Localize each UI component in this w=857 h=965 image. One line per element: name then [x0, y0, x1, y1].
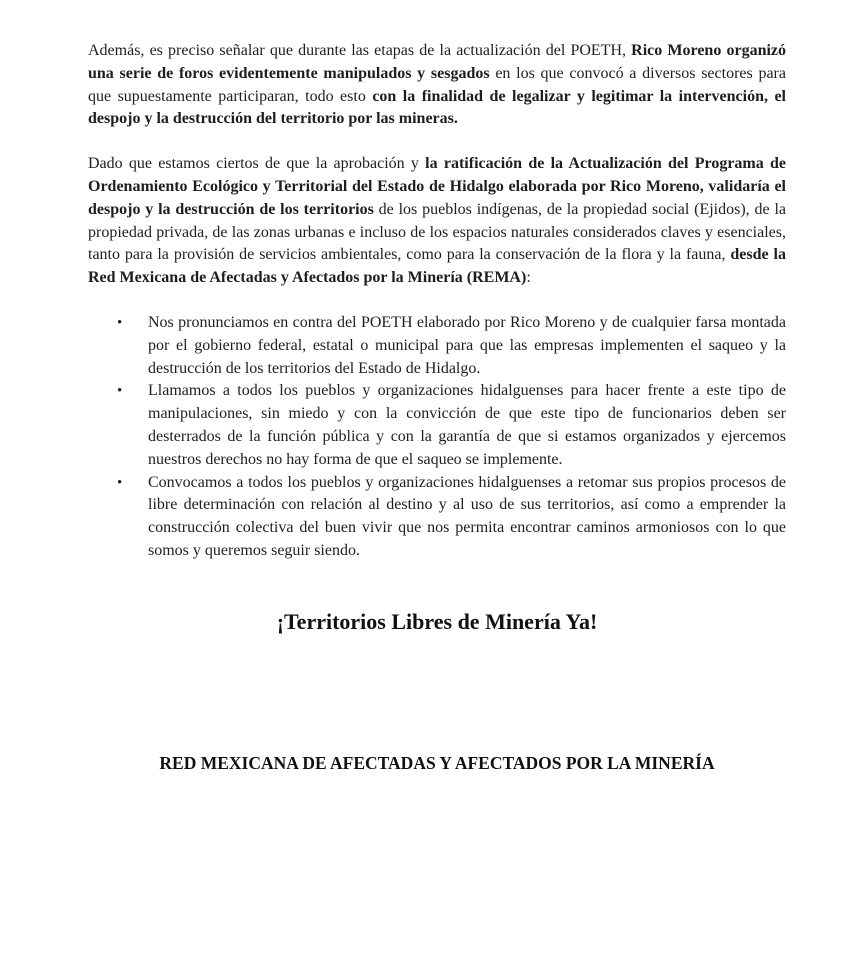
- list-item-text: Nos pronunciamos en contra del POETH elaborado por Rico Moreno y de cualquier farsa montada por el gobierno federal, estatal o municipal para que las empresas implementen el saqueo y la destrucción de los territorios del Estado de Hidalgo.: [148, 313, 786, 377]
- paragraph-run: de los pueblos indígenas, de la propiedad social (Ejidos), de la propiedad privada, de las zonas urbanas e incluso de los espacios naturales considerados claves y esenciales, tanto para la provisión de servicios ambientales, como para la conservación de la flora y la fauna,: [88, 200, 786, 264]
- list-item-text: Convocamos a todos los pueblos y organizaciones hidalguenses a retomar sus propios procesos de libre determinación con relación al destino y al uso de sus territorios, así como a emprender la construcción colectiva del buen vivir que nos permita encontrar caminos armoniosos con lo que somos y queremos seguir siendo.: [148, 473, 786, 559]
- bullet-list: [88, 312, 786, 563]
- slogan-heading: ¡Territorios Libres de Minería Ya!: [276, 608, 598, 634]
- organization-heading: RED MEXICANA DE AFECTADAS Y AFECTADOS POR LA MINERÍA: [159, 752, 715, 773]
- list-item-convocatoria: [117, 472, 786, 563]
- paragraph-run: :: [526, 269, 531, 287]
- paragraph-run-bold: con la finalidad de legalizar y legitimar la intervención, el despojo y la destrucción del territorio por las mineras.: [88, 87, 786, 128]
- bullet-icon: •: [117, 383, 123, 400]
- paragraph-intro-poeth: [88, 40, 786, 131]
- paragraph-run: en los que convocó a diversos sectores para que supuestamente participaran, todo esto: [88, 64, 786, 105]
- list-item-text: Llamamos a todos los pueblos y organizaciones hidalguenses para hacer frente a este tipo de manipulaciones, sin miedo y con la convicción de que este tipo de funcionarios deben ser desterrados de la función pública y con la garantía de que si estamos organizados y ejercemos nuestros derechos no hay forma de que el saqueo se implemente.: [148, 382, 786, 468]
- list-item-pronunciamiento: [117, 312, 786, 380]
- bullet-icon: •: [117, 474, 123, 491]
- paragraph-run: Además, es preciso señalar que durante las etapas de la actualización del POETH,: [88, 42, 632, 59]
- paragraph-run: Dado que estamos ciertos de que la aprobación y: [88, 155, 426, 173]
- list-item-llamado: [117, 380, 786, 471]
- paragraph-ratificacion: [88, 153, 786, 290]
- paragraph-run-bold: la ratificación de la Actualización del Programa de Ordenamiento Ecológico y Territorial del Estado de Hidalgo elaborada por Rico Moreno, validaría el despojo y la destrucción de los territorios: [88, 155, 787, 218]
- paragraph-run-bold: Rico Moreno organizó una serie de foros evidentemente manipulados y sesgados: [88, 42, 787, 82]
- bullet-icon: •: [117, 314, 123, 331]
- paragraph-run-bold: desde la Red Mexicana de Afectadas y Afectados por la Minería (REMA): [88, 246, 786, 287]
